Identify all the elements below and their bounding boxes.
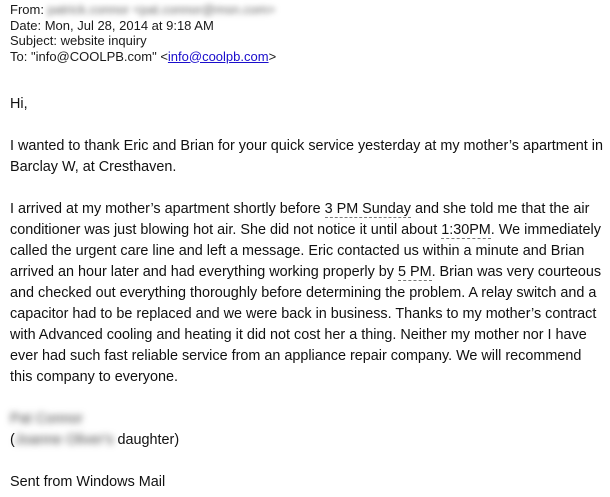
- subject-row: [10, 33, 276, 49]
- paragraph-details: [10, 199, 606, 388]
- time-130pm[interactable]: 1:30PM: [441, 222, 491, 238]
- from-row: [10, 2, 276, 18]
- subject-label: Subject:: [10, 33, 57, 48]
- time-3pm-sunday[interactable]: 3 PM Sunday: [324, 201, 411, 217]
- time-5pm[interactable]: 5 PM: [397, 264, 432, 280]
- details-text-3: . We immediately called the urgent care line and left a message. Eric contacted us within a minute and Brian arrived an hour later and had everything working properly by: [10, 222, 601, 280]
- signature-name-redacted: Pat Connor: [10, 411, 83, 427]
- subject-value: website inquiry: [60, 33, 147, 48]
- paragraph-thanks: I wanted to thank Eric and Brian for your quick service yesterday at my mother’s apartment in Barclay W, at Cresthaven.: [10, 138, 603, 175]
- from-label: From:: [10, 2, 44, 17]
- details-text-1: I arrived at my mother’s apartment shortly before: [10, 201, 325, 217]
- to-row: [10, 49, 276, 65]
- paren-open: (: [10, 432, 15, 448]
- sent-from-footer: Sent from Windows Mail: [10, 474, 166, 490]
- signature-name: [10, 409, 606, 430]
- to-close: >: [268, 48, 277, 64]
- date-value: Mon, Jul 28, 2014 at 9:18 AM: [44, 17, 214, 33]
- mother-name-redacted: Joanne Oliver's: [14, 432, 114, 448]
- greeting: Hi,: [10, 96, 28, 112]
- details-text-4: . Brian was very courteous and checked out everything thoroughly before determining the problem. A relay switch and a capacitor had to be replaced and we were back in business. Thanks to my mother’s contract with Advanced cooling and heating it did not cost her a thing. Neither my mother nor I have ever had such fast reliable service from an appliance repair company. We will recommend this company to everyone.: [10, 264, 602, 385]
- date-row: [10, 18, 276, 34]
- to-label: To:: [10, 48, 28, 64]
- to-name: "info@COOLPB.com" <: [30, 48, 168, 64]
- relation-suffix: daughter): [113, 432, 180, 448]
- from-value-redacted: patrick.connor <pat.connor@msn.com>: [47, 2, 276, 17]
- email-header: [10, 2, 276, 64]
- to-email-link[interactable]: info@coolpb.com: [167, 48, 269, 64]
- signature-relation: [10, 430, 606, 451]
- email-body: [10, 94, 606, 493]
- details-text-2: and she told me that the air conditioner was just blowing hot air. She did not notice it until about: [10, 201, 590, 238]
- date-label: Date:: [10, 17, 42, 33]
